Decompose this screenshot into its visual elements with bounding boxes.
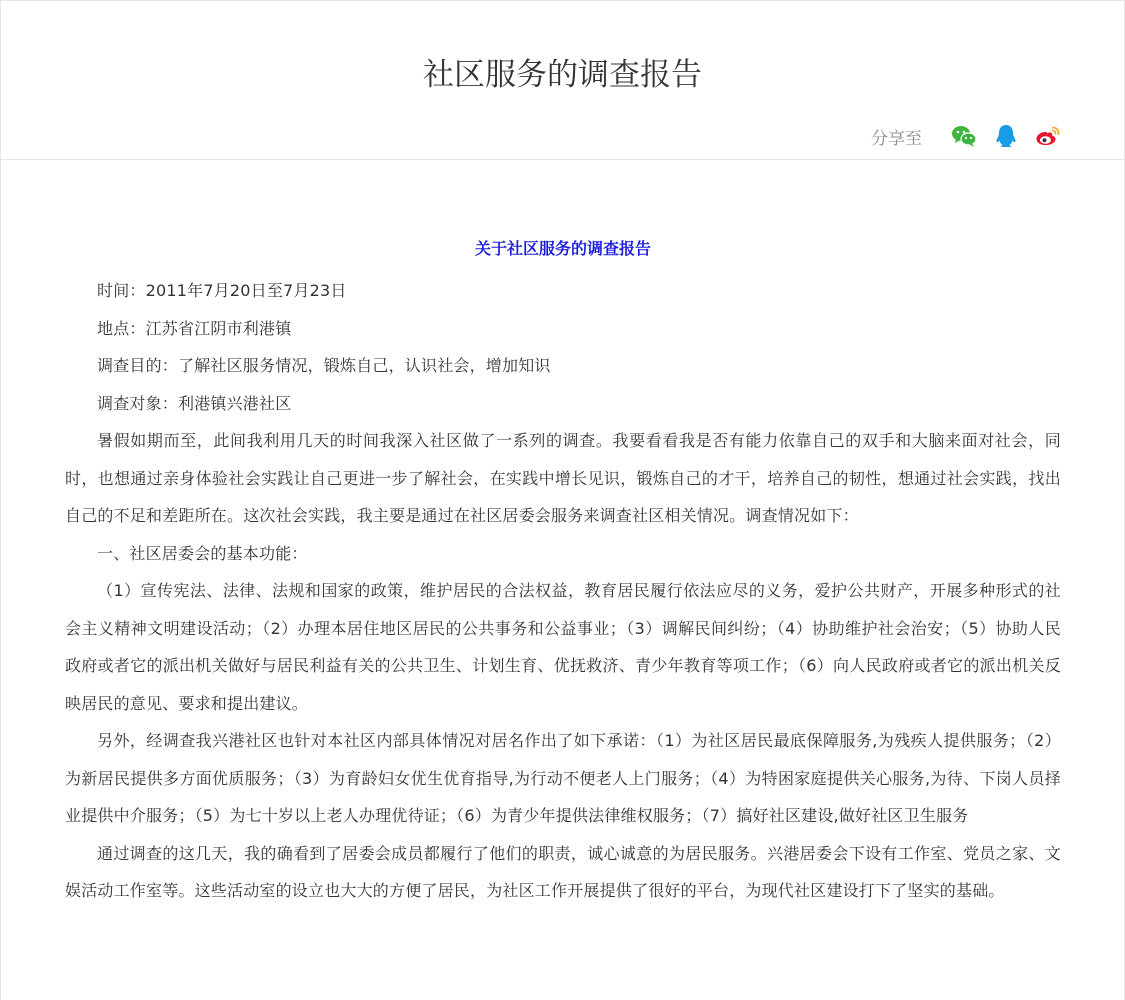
paragraph-subject: 调查对象：利港镇兴港社区 <box>97 393 292 413</box>
paragraph-commitments: 另外，经调查我兴港社区也针对本社区内部具体情况对居名作出了如下承诺：（1）为社区居民最底保障服务,为残疾人提供服务；（2）为新居民提供多方面优质服务；（3）为育龄妇女优生优育指导,为行动不便老人上门服务；（4）为特困家庭提供关心服务,为待、下岗人员择业提供中介服务；（5）为七十岁以上老人办理优待证；（6）为青少年提供法律维权服务；（7）搞好社区建设,做好社区卫生服务 <box>65 731 1061 825</box>
share-label: 分享至 <box>871 128 922 149</box>
weibo-icon <box>1034 122 1062 150</box>
page-title: 社区服务的调查报告 <box>423 57 702 93</box>
paragraph-conclusion: 通过调查的这几天，我的确看到了居委会成员都履行了他们的职责，诚心诚意的为居民服务。兴港居委会下设有工作室、党员之家、文娱活动工作室等。这些活动室的设立也大大的方便了居民，为社区工作开展提供了很好的平台，为现代社区建设打下了坚实的基础。 <box>65 843 1061 900</box>
qq-share-button[interactable] <box>992 122 1020 150</box>
paragraph-section-heading: 一、社区居委会的基本功能： <box>97 543 308 563</box>
paragraph-intro: 暑假如期而至，此间我利用几天的时间我深入社区做了一系列的调查。我要看看我是否有能力依靠自己的双手和大脑来面对社会，同时，也想通过亲身体验社会实践让自己更进一步了解社会，在实践中增长见识，锻炼自己的才干，培养自己的韧性，想通过社会实践，找出自己的不足和差距所在。这次社会实践，我主要是通过在社区居委会服务来调查社区相关情况。调查情况如下： <box>65 431 1061 525</box>
weibo-share-button[interactable] <box>1034 122 1062 150</box>
qq-icon <box>992 122 1020 150</box>
wechat-share-button[interactable] <box>950 122 978 150</box>
article-title: 关于社区服务的调查报告 <box>474 239 651 258</box>
header <box>1 1 1124 160</box>
share-bar <box>871 122 1062 150</box>
paragraph-functions: （1）宣传宪法、法律、法规和国家的政策，维护居民的合法权益，教育居民履行依法应尽的义务，爱护公共财产，开展多种形式的社会主义精神文明建设活动；（2）办理本居住地区居民的公共事务和公益事业；（3）调解民间纠纷；（4）协助维护社会治安；（5）协助人民政府或者它的派出机关做好与居民利益有关的公共卫生、计划生育、优抚救济、青少年教育等项工作；（6）向人民政府或者它的派出机关反映居民的意见、要求和提出建议。 <box>65 581 1061 713</box>
article-body <box>65 235 1061 910</box>
paragraph-time: 时间：2011年7月20日至7月23日 <box>97 281 347 300</box>
paragraph-location: 地点：江苏省江阴市利港镇 <box>97 318 292 338</box>
wechat-icon <box>950 122 978 150</box>
paragraph-purpose: 调查目的：了解社区服务情况，锻炼自己，认识社会，增加知识 <box>97 356 551 375</box>
